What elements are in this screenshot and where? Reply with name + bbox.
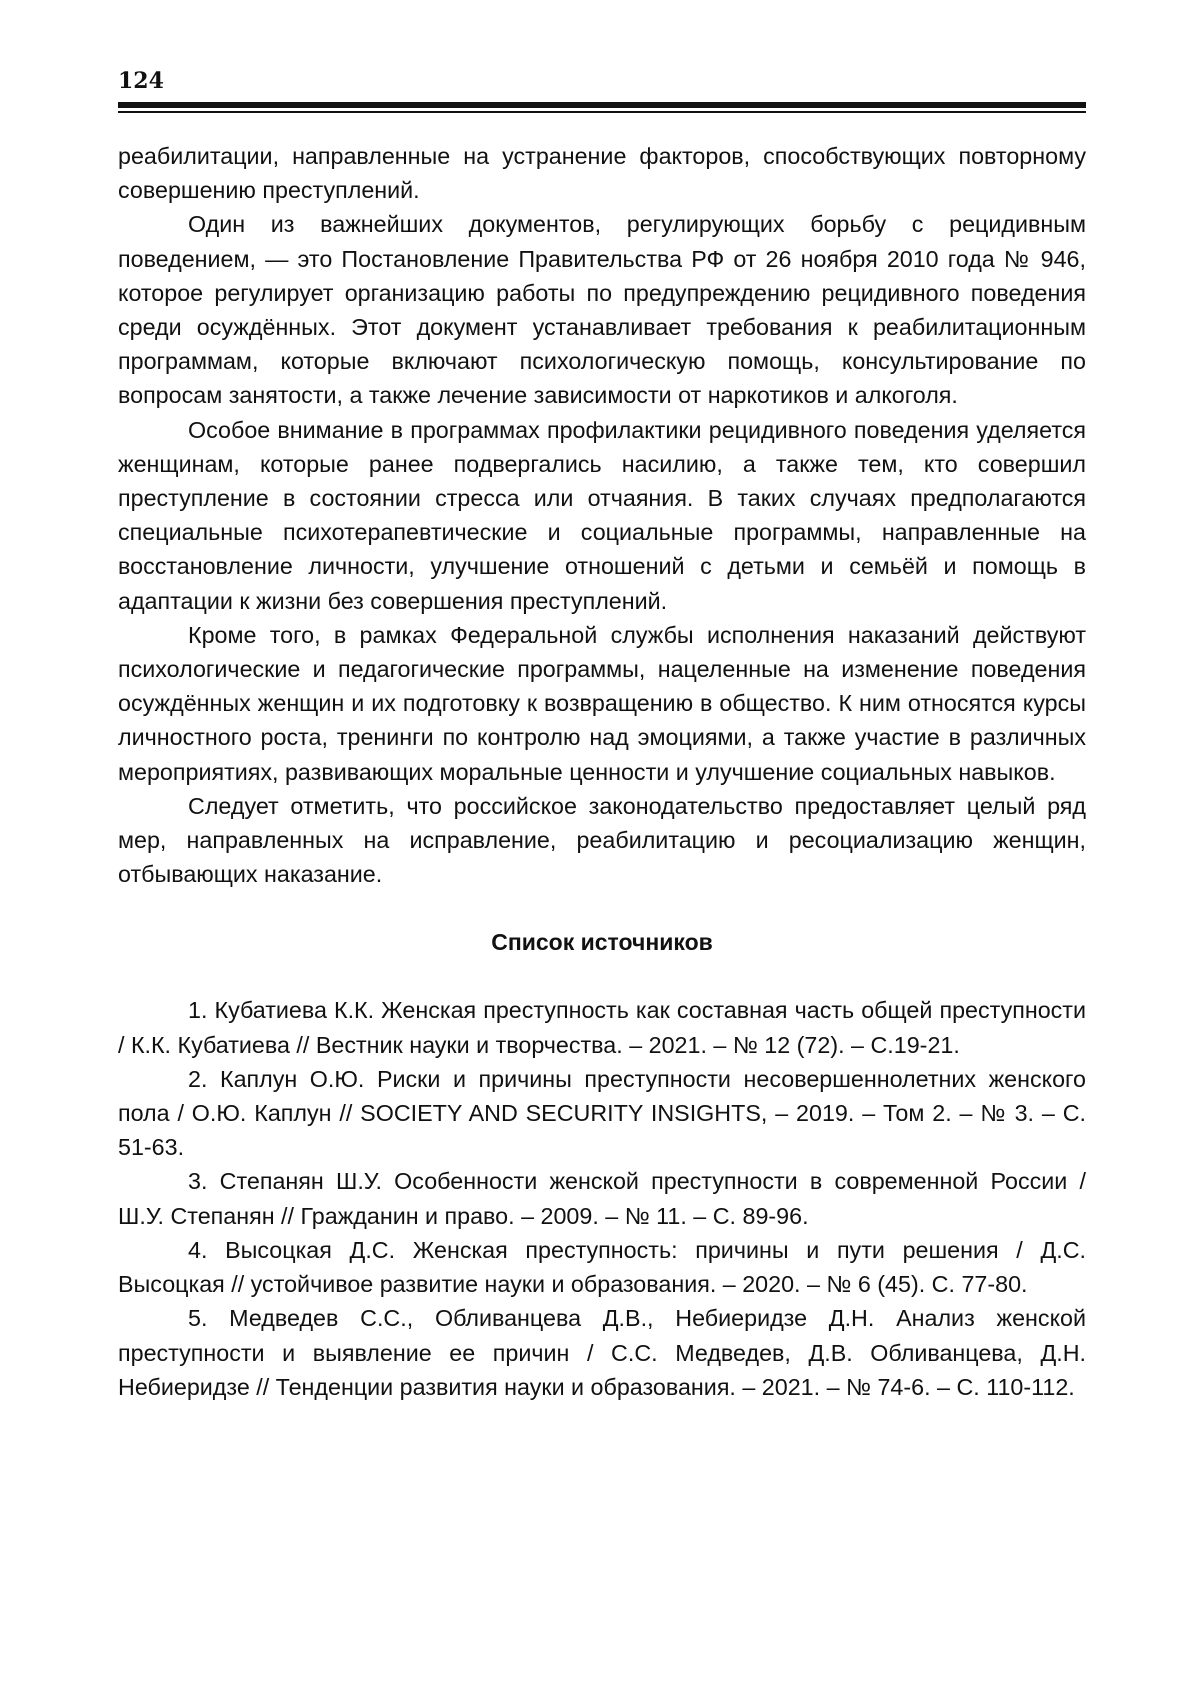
paragraph-4: Кроме того, в рамках Федеральной службы исполнения наказаний действуют психологические и педагогические программы, нацеленные на изменение поведения осуждённых женщин и их подготовку к возвращению в общество. К ним относятся курсы личностного роста, тренинги по контролю над эмоциями, а также участие в различных мероприятиях, развивающих моральные ценности и улучшение социальных навыков.	[118, 621, 1086, 785]
reference-item: 5. Медведев С.С., Обливанцева Д.В., Небиеридзе Д.Н. Анализ женской преступности и выявление ее причин / С.С. Медведев, Д.В. Обливанцева, Д.Н. Небиеридзе // Тенденции развития науки и образования. – 2021. – № 74-6. – С. 110-112.	[118, 1305, 1086, 1400]
references-heading: Список источников	[491, 929, 713, 956]
paragraph-5: Следует отметить, что российское законодательство предоставляет целый ряд мер, направленных на исправление, реабилитацию и ресоциализацию женщин, отбывающих наказание.	[118, 792, 1086, 888]
reference-item: 2. Каплун О.Ю. Риски и причины преступности несовершеннолетних женского пола / О.Ю. Каплун // SOCIETY AND SECURITY INSIGHTS, – 2019. – Том 2. – № 3. – С. 51-63.	[118, 1065, 1086, 1161]
paragraph-2: Один из важнейших документов, регулирующих борьбу с рецидивным поведением, — это Постановление Правительства РФ от 26 ноября 2010 года № 946, которое регулирует организацию работы по предупреждению рецидивного поведения среди осуждённых. Этот документ устанавливает требования к реабилитационным программам, которые включают психологическую помощь, консультирование по вопросам занятости, а также лечение зависимости от наркотиков и алкоголя.	[118, 211, 1086, 409]
reference-item: 1. Кубатиева К.К. Женская преступность как составная часть общей преступности / К.К. Кубатиева // Вестник науки и творчества. – 2021. – № 12 (72). – С.19-21.	[118, 997, 1086, 1058]
header-rule-thick	[118, 102, 1086, 108]
document-page	[118, 70, 1086, 1404]
paragraph-1: реабилитации, направленные на устранение факторов, способствующих повторному совершению преступлений.	[118, 143, 1086, 204]
body-text	[118, 139, 1086, 891]
header-rule-thin	[118, 111, 1086, 113]
page-number: 124	[118, 68, 164, 94]
paragraph-3: Особое внимание в программах профилактики рецидивного поведения уделяется женщинам, которые ранее подвергались насилию, а также тем, кто совершил преступление в состоянии стресса или отчаяния. В таких случаях предполагаются специальные психотерапевтические и социальные программы, направленные на восстановление личности, улучшение отношений с детьми и семьёй и помощь в адаптации к жизни без совершения преступлений.	[118, 416, 1086, 614]
reference-item: 4. Высоцкая Д.С. Женская преступность: причины и пути решения / Д.С. Высоцкая // устойчивое развитие науки и образования. – 2020. – № 6 (45). С. 77-80.	[118, 1236, 1086, 1298]
reference-item: 3. Степанян Ш.У. Особенности женской преступности в современной России / Ш.У. Степанян // Гражданин и право. – 2009. – № 11. – С. 89-96.	[118, 1168, 1086, 1229]
references-list	[118, 993, 1086, 1403]
